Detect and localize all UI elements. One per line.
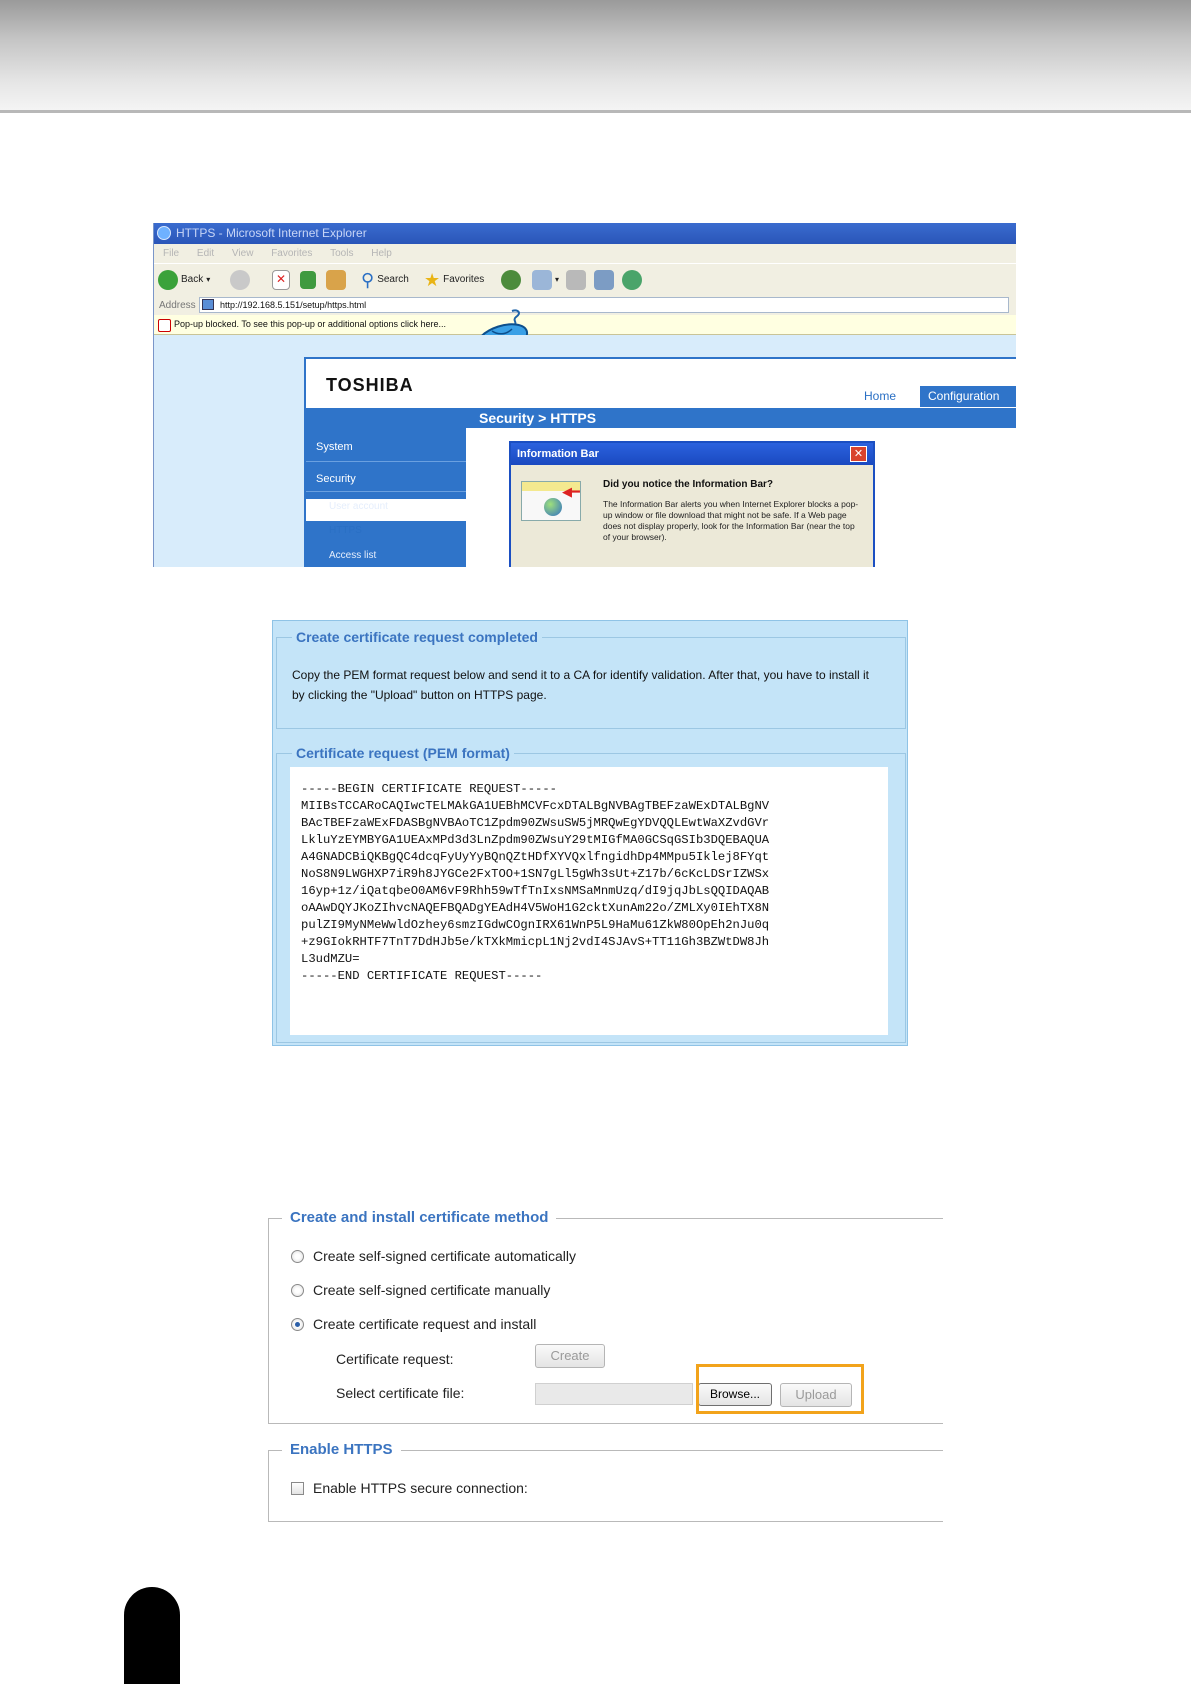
stop-button[interactable]	[272, 264, 290, 296]
address-url: http://192.168.5.151/setup/https.html	[220, 300, 367, 310]
home-icon	[326, 270, 346, 290]
dialog-body: The Information Bar alerts you when Internet Explorer blocks a pop-up window or file download that might not be safe. If a Web page does not display properly, look for the Information Bar (near the top of your browser).	[603, 499, 859, 542]
back-button[interactable]	[158, 264, 210, 296]
menu-tools[interactable]: Tools	[330, 248, 354, 259]
radio-self-signed-manual[interactable]	[291, 1284, 304, 1297]
page-header-band	[0, 0, 1191, 110]
sidebar-item-access-list[interactable]: Access list	[329, 550, 377, 561]
back-arrow-icon	[158, 270, 178, 290]
certificate-request-screenshot	[272, 620, 908, 1046]
close-icon[interactable]: ✕	[850, 446, 867, 462]
upload-button[interactable]: Upload	[780, 1383, 852, 1407]
address-label: Address	[159, 300, 196, 311]
favorites-button[interactable]	[424, 264, 484, 296]
menu-edit[interactable]: Edit	[196, 248, 215, 259]
request-instructions: Copy the PEM format request below and send it to a CA for identify validation. After that, you have to install it by clicking the "Upload" button on HTTPS page.	[292, 668, 869, 702]
page-title: Security > HTTPS	[479, 410, 597, 426]
pem-request-text: -----BEGIN CERTIFICATE REQUEST----- MIIBsTCCARoCAQIwcTELMAkGA1UEBhMCVFcxDTALBgNVBAgTBEFzaWExDTALBgNV BAcTBEFzaWExFDASBgNVBAoTC1Zpdm90ZWsuSW5jMRQwEgYDVQQLEwtWaXZvdGVr LkluYzEYMBYGA1UEAxMPd3d3LnZpdm90ZWsuY29tMIGfMA0GCSqGSIb3DQEBAQUA A4GNADCBiQKBgQC4dcqFyUyYyBQnQZtHDfXYVQxlfngidhDp4MMpu5Iklej8FYqt NoS8N9LWGHXP7iR9h8JYGCe2FxTOO+1SN7gLl5gWh3sUt+Z17b/6cKcLDSrIZWSx 16yp+1z/iQatqbeO0AM6vF9Rhh59wTfTnIxsNMSaMnmUzq/dI9jqJbLsQQIDAQAB oAAwDQYJKoZIhvcNAQEFBQADgYEAdH4V5WoH1G2cktXunAm22o/ZMLXy0IEhTX8N pulZI9MyNMeWwldOzhey6smzIGdwCOgnIRX61WnP5L9HaMu61ZkW80OpEh2nJu0q +z9GIokRHTF7TnT7DdHJb5e/kTXkMmicpL1Nj2vdI4SJAvS+TT11Gh3BZWtDW8Jh L3udMZU= -----END CERTIFICATE REQUEST-----	[301, 782, 770, 983]
toolbar	[154, 263, 1016, 297]
mail-icon	[532, 270, 552, 290]
window-title: HTTPS - Microsoft Internet Explorer	[176, 226, 367, 240]
dialog-title: Information Bar	[511, 443, 873, 465]
page-title-bar	[306, 408, 1016, 428]
favorites-label: Favorites	[443, 274, 485, 285]
infobar-text: Pop-up blocked. To see this pop-up or additional options click here...	[174, 319, 446, 329]
forward-arrow-icon	[230, 270, 250, 290]
option-label: Create self-signed certificate automatically	[313, 1248, 577, 1264]
history-button[interactable]	[501, 264, 521, 296]
refresh-icon	[300, 271, 316, 289]
enable-https-legend: Enable HTTPS	[282, 1441, 401, 1458]
forward-button[interactable]	[230, 264, 250, 296]
edit-button[interactable]	[594, 264, 614, 296]
radio-request-and-install[interactable]	[291, 1318, 304, 1331]
menu-help[interactable]: Help	[371, 248, 392, 259]
information-bar-dialog	[509, 441, 875, 567]
title-bar	[154, 223, 1016, 244]
option-self-signed-auto[interactable]	[291, 1248, 576, 1264]
information-bar[interactable]	[154, 315, 1016, 335]
select-certificate-file-label: Select certificate file:	[336, 1385, 465, 1401]
browse-button[interactable]: Browse...	[698, 1383, 772, 1406]
certificate-method-legend: Create and install certificate method	[282, 1209, 556, 1226]
enable-https-checkbox[interactable]	[291, 1482, 304, 1495]
star-icon: ★	[424, 270, 441, 290]
enable-https-label: Enable HTTPS secure connection:	[313, 1480, 528, 1496]
sidebar-item-security[interactable]: Security	[316, 473, 356, 485]
browser-screenshot	[153, 223, 1016, 567]
header-divider	[0, 110, 1191, 113]
search-icon: ⚲	[361, 270, 375, 290]
refresh-button[interactable]	[300, 264, 316, 296]
sidebar-item-system[interactable]: System	[316, 441, 353, 453]
search-button[interactable]	[361, 264, 409, 296]
nav-home-link[interactable]: Home	[864, 389, 897, 403]
home-button[interactable]	[326, 264, 346, 296]
request-completed-title: Create certificate request completed	[292, 629, 542, 645]
mail-button[interactable]	[532, 264, 559, 296]
sidebar-divider	[306, 461, 466, 462]
page-tab-marker	[124, 1587, 180, 1684]
address-input[interactable]	[199, 297, 1009, 313]
print-button[interactable]	[566, 264, 586, 296]
search-label: Search	[377, 274, 409, 285]
certificate-request-label: Certificate request:	[336, 1351, 454, 1367]
menu-view[interactable]: View	[231, 248, 254, 259]
edit-icon	[594, 270, 614, 290]
sidebar-divider	[306, 491, 466, 492]
stop-icon: ✕	[272, 270, 290, 290]
menu-favorites[interactable]: Favorites	[271, 248, 313, 259]
option-request-and-install[interactable]	[291, 1316, 536, 1332]
chevron-down-icon: ▾	[555, 275, 560, 284]
https-settings-screenshot	[262, 1200, 942, 1530]
ie-logo-icon	[157, 226, 171, 240]
back-label: Back	[181, 274, 204, 285]
dialog-question: Did you notice the Information Bar?	[603, 479, 774, 490]
brand-logo: TOSHIBA	[326, 375, 414, 395]
certificate-file-input[interactable]	[535, 1383, 693, 1405]
pem-title: Certificate request (PEM format)	[292, 745, 514, 761]
globe-icon	[544, 498, 562, 516]
option-self-signed-manual[interactable]	[291, 1282, 550, 1298]
sidebar-item-user-account[interactable]: User account	[329, 501, 388, 512]
chevron-down-icon: ▾	[206, 275, 211, 284]
enable-https-option[interactable]	[291, 1480, 528, 1496]
radio-self-signed-auto[interactable]	[291, 1250, 304, 1263]
messenger-icon	[622, 270, 642, 290]
nav-configuration-tab[interactable]: Configuration	[920, 386, 1016, 407]
popup-blocked-icon	[158, 319, 171, 332]
history-icon	[501, 270, 521, 290]
address-bar	[154, 296, 1016, 315]
red-arrow-icon: ◀━	[562, 484, 580, 499]
sidebar-item-https[interactable]: HTTPS	[329, 525, 362, 536]
messenger-button[interactable]	[622, 264, 642, 296]
option-label: Create self-signed certificate manually	[313, 1282, 551, 1298]
infobar-illustration	[521, 481, 581, 521]
menu-file[interactable]: File	[163, 248, 180, 259]
option-label: Create certificate request and install	[313, 1316, 537, 1332]
page-icon	[202, 299, 214, 310]
printer-icon	[566, 270, 586, 290]
browse-upload-highlight	[696, 1364, 864, 1414]
create-button[interactable]: Create	[535, 1344, 605, 1368]
menu-bar	[154, 244, 1016, 263]
